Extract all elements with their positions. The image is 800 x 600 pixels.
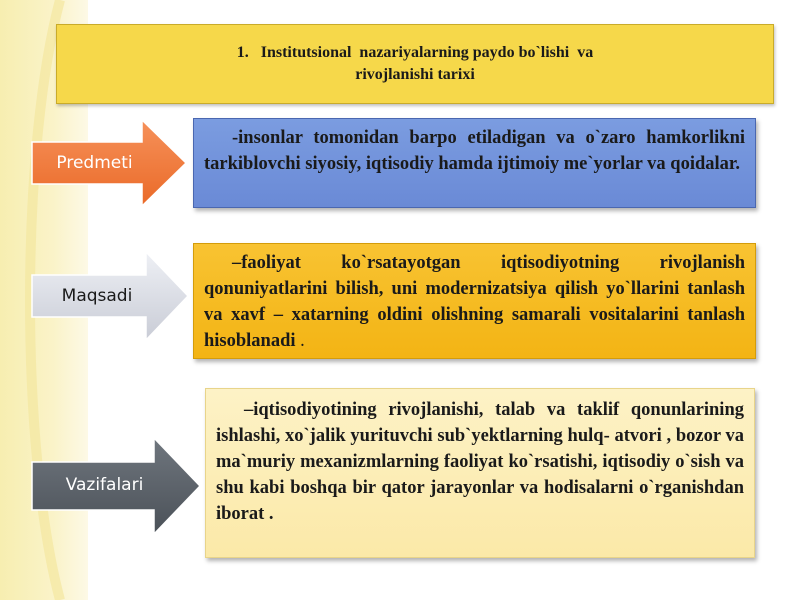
vazifalari-description: [205, 388, 755, 558]
title-line-2: rivojlanishi tarixi: [355, 66, 475, 83]
predmeti-description: [193, 118, 756, 208]
slide-title: [56, 24, 774, 104]
maqsadi-trail: .: [295, 331, 305, 351]
vazifalari-label: Vazifalari: [65, 475, 144, 495]
title-line-1: 1. Institutsional nazariyalarning paydo bo`lishi va: [236, 44, 594, 61]
maqsadi-label: Maqsadi: [61, 286, 133, 306]
vazifalari-text: –iqtisodiyotining rivojlanishi, talab va taklif qonunlarining ishlashi, xo`jalik yurituvchi sub`yektlarning hulq- atvori , bozor va ma`muriy mexanizmlarning faoliyat ko`rsatishi, iqtisodiy o`sish va shu kabi boshqa bir qator jarayonlar va hodisalarni o`rganishdan iborat .: [216, 400, 744, 524]
predmeti-text: -insonlar tomonidan barpo etiladigan va o`zaro hamkorlikni tarkiblovchi siyosiy, iqtisodiy hamda ijtimoiy me`yorlar va qoidalar.: [204, 128, 745, 174]
maqsadi-text: –faoliyat ko`rsatayotgan iqtisodiyotning rivojlanish qonuniyatlarini bilish, uni modernizatsiya qilish yo`llarini tanlash va xavf – xatarning oldini olishning samarali vositalarini tanlash hisoblanadi: [204, 253, 745, 351]
predmeti-label: Predmeti: [56, 153, 133, 173]
maqsadi-description: [193, 243, 756, 359]
